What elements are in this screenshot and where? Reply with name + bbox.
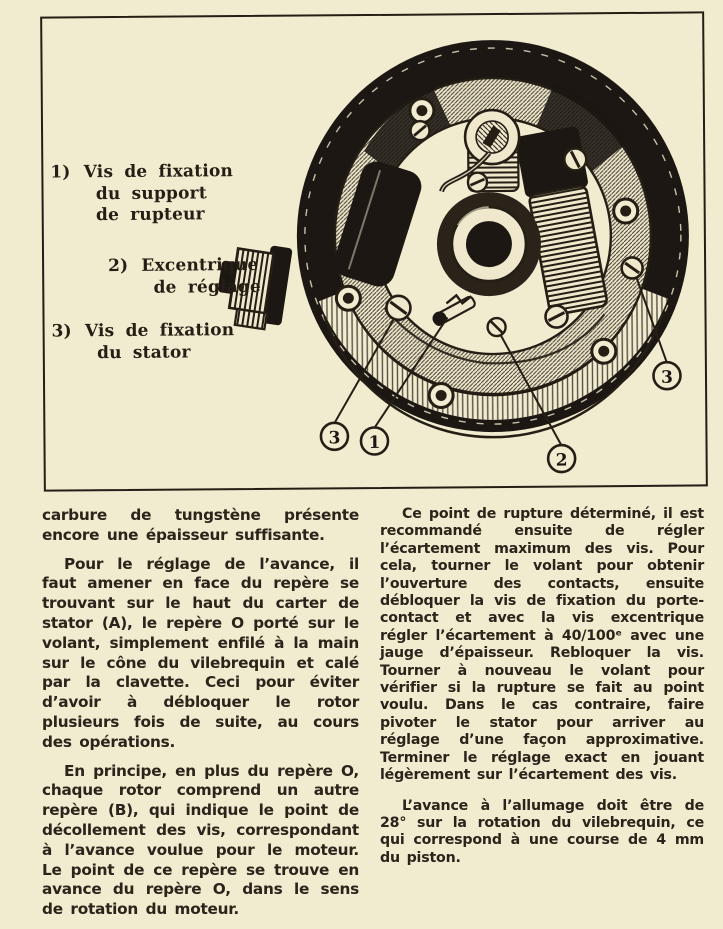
legend-item-1: [50, 161, 233, 227]
callout-label: 3: [661, 367, 674, 388]
paragraph: Pour le réglage de l’avance, il faut amener en face du repère se trouvant sur le haut du carter de stator (A), le repère O porté sur le volant, simplement enfilé à la main sur le cône du vilebrequin et calé par la clavette. Ceci pour éviter d’avoir à débloquer le rotor plusieurs fois de suite, au cours des opérations.: [42, 554, 359, 751]
legend-number: 3): [51, 321, 72, 342]
callout-badge-3-right: [653, 362, 680, 389]
legend-line: Vis de fixation: [83, 161, 234, 183]
callout-badge-2: [548, 445, 575, 472]
legend-line: du support: [95, 182, 207, 204]
text-column-left: [42, 506, 359, 929]
callout-label: 1: [368, 432, 381, 454]
legend-item-3: [52, 320, 235, 364]
paragraph: carbure de tungstène présente encore une épaisseur suffisante.: [42, 506, 359, 544]
paragraph: Ce point de rupture déterminé, il est recommandé ensuite de régler l’écartement maximum des vis. Pour cela, tourner le volant pour obtenir l’ouverture des contacts, ensuite débloquer la vis de fixation du porte-contact et avec la vis excentrique régler l’écartement à 40/100ᵉ avec une jauge d’épaisseur. Rebloquer la vis. Tourner à nouveau le volant pour vérifier si la rupture se fait au point voulu. Dans le cas contraire, faire pivoter le stator pour arriver au réglage d’une façon approximative. Terminer le réglage exact en jouant légèrement sur l’écartement des vis.: [380, 506, 704, 784]
legend-line: Vis de fixation: [84, 320, 235, 342]
legend-line: de rupteur: [95, 204, 205, 226]
legend-line: du stator: [96, 341, 191, 363]
text-column-right: [380, 506, 704, 880]
callout-badge-3-left: [321, 423, 348, 450]
legend-number: 2): [108, 255, 129, 277]
legend-line: de réglage: [153, 276, 262, 298]
crankshaft-hub: [437, 192, 542, 297]
legend-line: Excentrique: [141, 254, 259, 276]
legend-item-2: [108, 255, 261, 299]
callout-badge-1: [361, 427, 388, 454]
legend-number: 1): [50, 162, 71, 183]
paragraph: En principe, en plus du repère O, chaque rotor comprend un autre repère (B), qui indique le point de décollement des vis, correspondant à l’avance voulue pour le moteur. Le point de ce repère se trouve en avance du repère O, dans le sens de rotation du moteur.: [42, 761, 359, 919]
callout-label: 3: [328, 428, 341, 449]
figure-legend: [42, 17, 296, 490]
paragraph: L’avance à l’allumage doit être de 28° sur la rotation du vilebrequin, ce qui correspond à une course de 4 mm du piston.: [380, 797, 704, 866]
figure-frame: [40, 11, 708, 491]
callout-label: 2: [555, 450, 568, 471]
